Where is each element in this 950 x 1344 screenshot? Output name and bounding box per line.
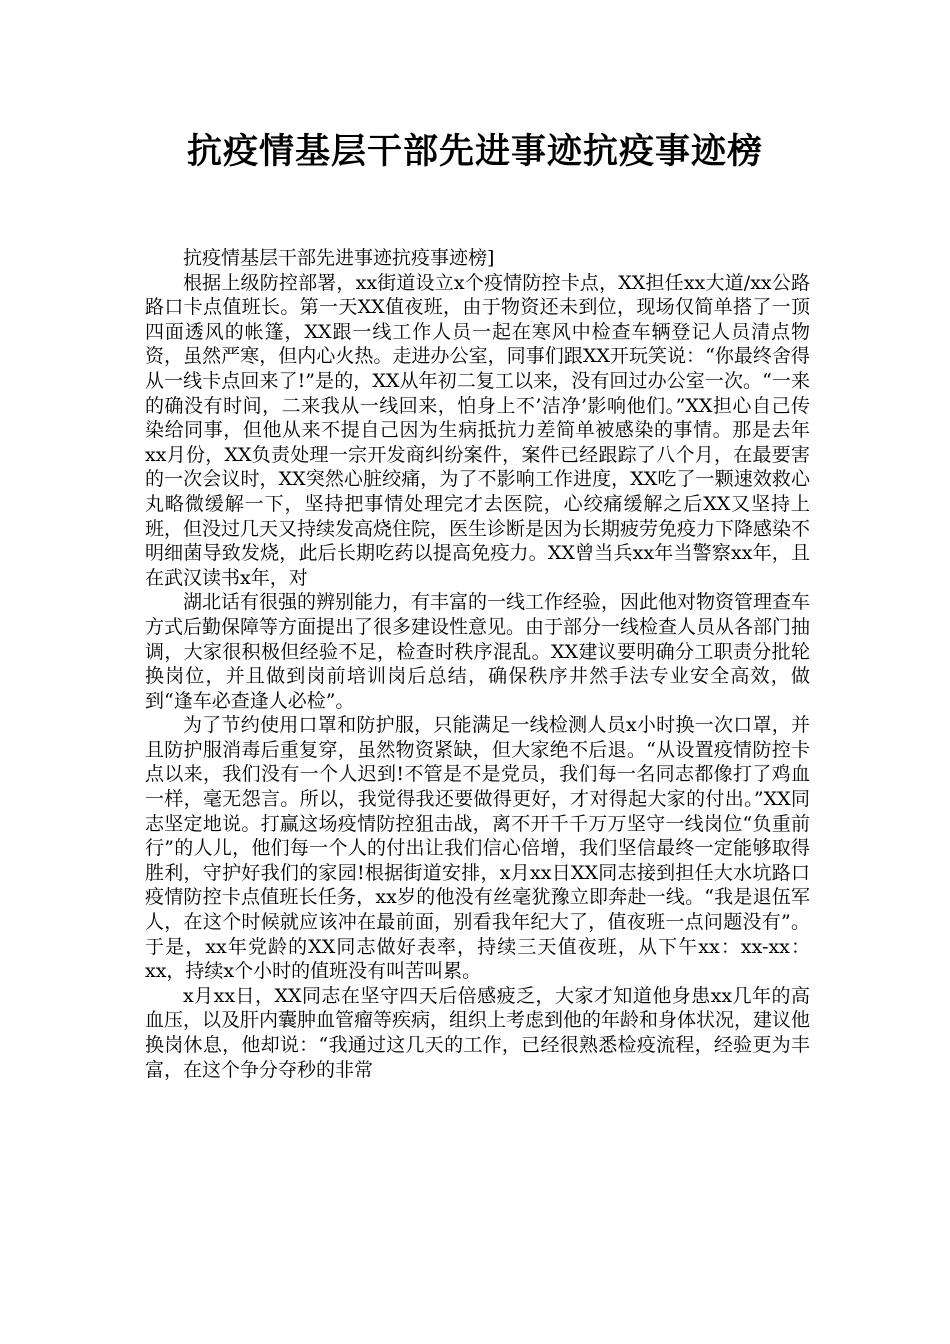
paragraph-subtitle: 抗疫情基层干部先进事迹抗疫事迹榜]: [183, 247, 495, 269]
document-body: [145, 246, 810, 1082]
paragraph: x月xx日，XX同志在坚守四天后倍感疲乏，大家才知道他身患xx几年的高血压，以及肝内囊肿血管瘤等疾病，组织上考虑到他的年龄和身体状况，建议他换岗休息，他却说：“我通过这几天的工作，已经很熟悉检疫流程，经验更为丰富，在这个争分夺秒的非常: [145, 984, 811, 1081]
document-title: 抗疫情基层干部先进事迹抗疫事迹榜: [186, 132, 763, 172]
paragraph: 根据上级防控部署，xx街道设立x个疫情防控卡点，XX担任xx大道/xx公路路口卡点值班长。第一天XX值夜班，由于物资还未到位，现场仅简单搭了一顶四面透风的帐篷，XX跟一线工作人员一起在寒风中检查车辆登记人员清点物资，虽然严寒，但内心火热。走进办公室，同事们跟XX开玩笑说：“你最终舍得从一线卡点回来了!”是的，XX从年初二复工以来，没有回过办公室一次。“一来的确没有时间，二来我从一线回来，怕身上不’洁净’影响他们。”XX担心自己传染给同事，但他从来不提自己因为生病抵抗力差简单被感染的事情。那是去年xx月份，XX负责处理一宗开发商纠纷案件，案件已经跟踪了八个月，在最要害的一次会议时，XX突然心脏绞痛，为了不影响工作进度，XX吃了一颗速效救心丸略微缓解一下，坚持把事情处理完才去医院，心绞痛缓解之后XX又坚持上班，但没过几天又持续发高烧住院，医生诊断是因为长期疲劳免疫力下降感染不明细菌导致发烧，此后长期吃药以提高免疫力。XX曾当兵xx年当警察xx年，且在武汉读书x年，对: [145, 271, 811, 589]
paragraph: 为了节约使用口罩和防护服，只能满足一线检测人员x小时换一次口罩，并且防护服消毒后重复穿，虽然物资紧缺，但大家绝不后退。“从设置疫情防控卡点以来，我们没有一个人迟到!不管是不是党员，我们每一名同志都像打了鸡血一样，毫无怨言。所以，我觉得我还要做得更好，才对得起大家的付出。”XX同志坚定地说。打赢这场疫情防控狙击战，离不开千千万万坚守一线岗位“负重前行”的人儿，他们每一个人的付出让我们信心倍增，我们坚信最终一定能够取得胜利，守护好我们的家园!根据街道安排，x月xx日XX同志接到担任大水坑路口疫情防控卡点值班长任务，xx岁的他没有丝毫犹豫立即奔赴一线。“我是退伍军人，在这个时候就应该冲在最前面，别看我年纪大了，值夜班一点问题没有”。于是，xx年党龄的XX同志做好表率，持续三天值夜班，从下午xx：xx-xx：xx，持续x个小时的值班没有叫苦叫累。: [145, 714, 810, 983]
paragraph: 湖北话有很强的辨别能力，有丰富的一线工作经验，因此他对物资管理查车方式后勤保障等方面提出了很多建设性意见。由于部分一线检查人员从各部门抽调，大家很积极但经验不足，检查时秩序混乱。XX建议要明确分工职责分批轮换岗位，并且做到岗前培训岗后总结，确保秩序井然手法专业安全高效，做到“逢车必查逢人必检”。: [145, 591, 811, 712]
